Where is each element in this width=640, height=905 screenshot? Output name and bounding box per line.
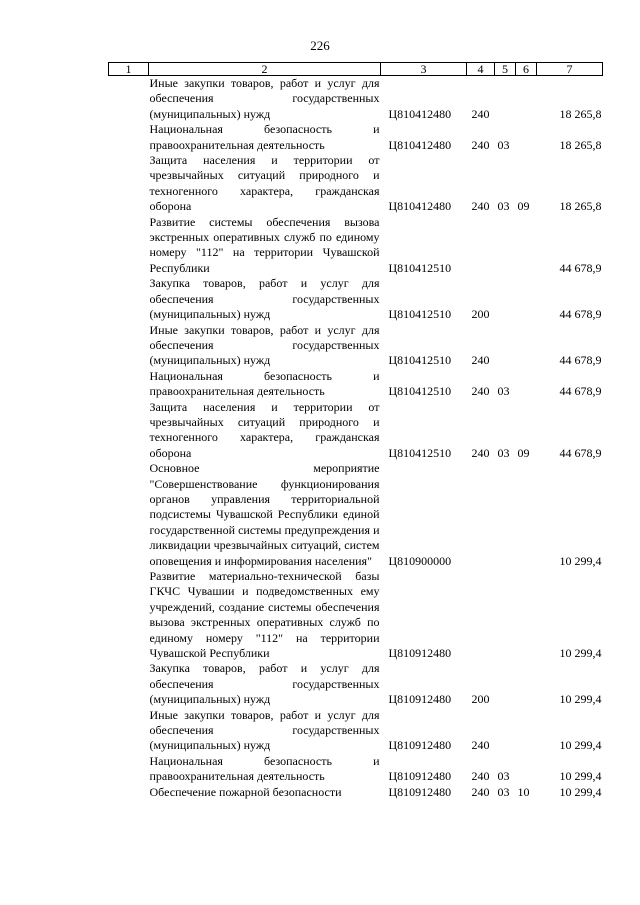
cell-section: 03 bbox=[497, 384, 510, 399]
table-row bbox=[109, 276, 603, 322]
table-row bbox=[109, 323, 603, 369]
cell-amount: 10 299,4 bbox=[559, 692, 602, 707]
cell-name: Национальная безопасность и правоохранительная деятельность bbox=[149, 122, 380, 152]
cell-expense-type: 240 bbox=[471, 784, 490, 799]
cell-subsection: 10 bbox=[517, 784, 530, 799]
table-row bbox=[109, 122, 603, 153]
cell-subsection bbox=[516, 661, 537, 707]
cell-subsection bbox=[516, 323, 537, 369]
table-row bbox=[109, 215, 603, 277]
cell-section bbox=[495, 215, 516, 277]
cell-code: Ц810412510 bbox=[388, 260, 452, 275]
cell-code: Ц810412510 bbox=[388, 384, 452, 399]
table-body bbox=[109, 76, 603, 801]
cell-expense-type: 200 bbox=[471, 692, 490, 707]
cell-col1 bbox=[109, 461, 149, 569]
table-row bbox=[109, 400, 603, 462]
cell-name: Национальная безопасность и правоохранительная деятельность bbox=[149, 368, 380, 399]
cell-section bbox=[495, 708, 516, 754]
cell-name: Иные закупки товаров, работ и услуг для обеспечения государственных (муниципальных) нужд bbox=[149, 707, 380, 753]
cell-name: Иные закупки товаров, работ и услуг для обеспечения государственных (муниципальных) нужд bbox=[149, 322, 380, 368]
cell-section bbox=[495, 323, 516, 369]
cell-expense-type: 240 bbox=[471, 445, 490, 460]
cell-amount: 44 678,9 bbox=[559, 384, 602, 399]
table-row bbox=[109, 708, 603, 754]
table-row bbox=[109, 661, 603, 707]
cell-col1 bbox=[109, 122, 149, 153]
cell-name: Национальная безопасность и правоохранительная деятельность bbox=[149, 753, 380, 784]
cell-name: Закупка товаров, работ и услуг для обеспечения государственных (муниципальных) нужд bbox=[149, 661, 380, 707]
cell-expense-type: 240 bbox=[471, 137, 490, 152]
cell-amount: 18 265,8 bbox=[559, 106, 602, 121]
cell-expense-type: 240 bbox=[471, 738, 490, 753]
cell-subsection bbox=[516, 122, 537, 153]
cell-section bbox=[495, 661, 516, 707]
table-row bbox=[109, 754, 603, 785]
table-row bbox=[109, 369, 603, 400]
cell-col1 bbox=[109, 661, 149, 707]
cell-code: Ц810412510 bbox=[388, 307, 452, 322]
cell-code: Ц810912480 bbox=[388, 692, 452, 707]
cell-amount: 10 299,4 bbox=[559, 553, 602, 568]
cell-col1 bbox=[109, 369, 149, 400]
cell-section bbox=[495, 76, 516, 123]
budget-table bbox=[108, 62, 603, 800]
cell-subsection bbox=[516, 569, 537, 661]
cell-section: 03 bbox=[497, 199, 510, 214]
cell-section bbox=[495, 461, 516, 569]
cell-expense-type bbox=[467, 569, 495, 661]
cell-subsection bbox=[516, 369, 537, 400]
cell-section: 03 bbox=[497, 137, 510, 152]
cell-col1 bbox=[109, 323, 149, 369]
cell-subsection: 09 bbox=[517, 445, 530, 460]
cell-col1 bbox=[109, 153, 149, 215]
cell-amount: 10 299,4 bbox=[559, 646, 602, 661]
column-header-4: 4 bbox=[467, 63, 495, 76]
cell-amount: 18 265,8 bbox=[559, 137, 602, 152]
cell-section bbox=[495, 569, 516, 661]
cell-code: Ц810912480 bbox=[388, 646, 452, 661]
cell-name: Защита населения и территории от чрезвычайных ситуаций природного и техногенного характера, гражданская оборона bbox=[149, 153, 380, 214]
cell-amount: 44 678,9 bbox=[559, 307, 602, 322]
cell-code: Ц810412480 bbox=[388, 106, 452, 121]
cell-col1 bbox=[109, 754, 149, 785]
cell-subsection bbox=[516, 215, 537, 277]
cell-section: 03 bbox=[497, 445, 510, 460]
cell-subsection: 09 bbox=[517, 199, 530, 214]
cell-name: Основное мероприятие "Совершенствование функционирования органов управления территориальной подсистемы Чувашской Республики единой государственной системы предупреждения и ликвидации чрезвычайных ситуаций, систем оповещения и информирования населения" bbox=[149, 461, 380, 568]
cell-name: Закупка товаров, работ и услуг для обеспечения государственных (муниципальных) нужд bbox=[149, 276, 380, 322]
cell-subsection bbox=[516, 708, 537, 754]
cell-expense-type: 240 bbox=[471, 199, 490, 214]
cell-section bbox=[495, 276, 516, 322]
column-header-3: 3 bbox=[381, 63, 467, 76]
table-row bbox=[109, 461, 603, 569]
cell-expense-type bbox=[467, 461, 495, 569]
table-row bbox=[109, 153, 603, 215]
cell-code: Ц810412480 bbox=[388, 137, 452, 152]
cell-code: Ц810912480 bbox=[388, 784, 452, 799]
table-row bbox=[109, 76, 603, 123]
column-header-1: 1 bbox=[109, 63, 149, 76]
cell-subsection bbox=[516, 276, 537, 322]
cell-name: Иные закупки товаров, работ и услуг для обеспечения государственных (муниципальных) нужд bbox=[149, 76, 380, 121]
cell-subsection bbox=[516, 76, 537, 123]
table-row bbox=[109, 569, 603, 661]
cell-name: Обеспечение пожарной безопасности bbox=[149, 784, 342, 799]
cell-col1 bbox=[109, 785, 149, 800]
column-header-7: 7 bbox=[537, 63, 603, 76]
column-header-6: 6 bbox=[516, 63, 537, 76]
cell-code: Ц810912480 bbox=[388, 769, 452, 784]
column-header-5: 5 bbox=[495, 63, 516, 76]
table-row bbox=[109, 785, 603, 800]
cell-expense-type: 200 bbox=[471, 307, 490, 322]
cell-section: 03 bbox=[497, 769, 510, 784]
table-header bbox=[109, 63, 603, 76]
cell-code: Ц810412510 bbox=[388, 445, 452, 460]
cell-amount: 10 299,4 bbox=[559, 784, 602, 799]
cell-col1 bbox=[109, 400, 149, 462]
page-number: 226 bbox=[310, 38, 330, 53]
cell-expense-type: 240 bbox=[471, 106, 490, 121]
cell-code: Ц810412510 bbox=[388, 353, 452, 368]
cell-amount: 10 299,4 bbox=[559, 769, 602, 784]
cell-amount: 44 678,9 bbox=[559, 260, 602, 275]
header-row bbox=[109, 63, 603, 76]
cell-col1 bbox=[109, 569, 149, 661]
cell-amount: 44 678,9 bbox=[559, 353, 602, 368]
cell-name: Развитие материально-технической базы ГКЧС Чувашии и подведомственных ему учреждений, создание системы обеспечения вызова экстренных оперативных служб по единому номеру "112" на территории Чувашской Республики bbox=[149, 569, 380, 661]
cell-section: 03 bbox=[497, 784, 510, 799]
cell-code: Ц810412480 bbox=[388, 199, 452, 214]
cell-expense-type: 240 bbox=[471, 353, 490, 368]
cell-amount: 18 265,8 bbox=[559, 199, 602, 214]
cell-expense-type bbox=[467, 215, 495, 277]
cell-expense-type: 240 bbox=[471, 769, 490, 784]
cell-amount: 44 678,9 bbox=[559, 445, 602, 460]
cell-amount: 10 299,4 bbox=[559, 738, 602, 753]
cell-col1 bbox=[109, 215, 149, 277]
cell-col1 bbox=[109, 708, 149, 754]
column-header-2: 2 bbox=[149, 63, 381, 76]
cell-subsection bbox=[516, 754, 537, 785]
cell-name: Защита населения и территории от чрезвычайных ситуаций природного и техногенного характера, гражданская оборона bbox=[149, 399, 380, 460]
cell-subsection bbox=[516, 461, 537, 569]
cell-expense-type: 240 bbox=[471, 384, 490, 399]
cell-col1 bbox=[109, 276, 149, 322]
cell-code: Ц810900000 bbox=[388, 553, 452, 568]
cell-col1 bbox=[109, 76, 149, 123]
cell-code: Ц810912480 bbox=[388, 738, 452, 753]
cell-name: Развитие системы обеспечения вызова экстренных оперативных служб по единому номеру "112" на территории Чувашской Республики bbox=[149, 214, 380, 275]
